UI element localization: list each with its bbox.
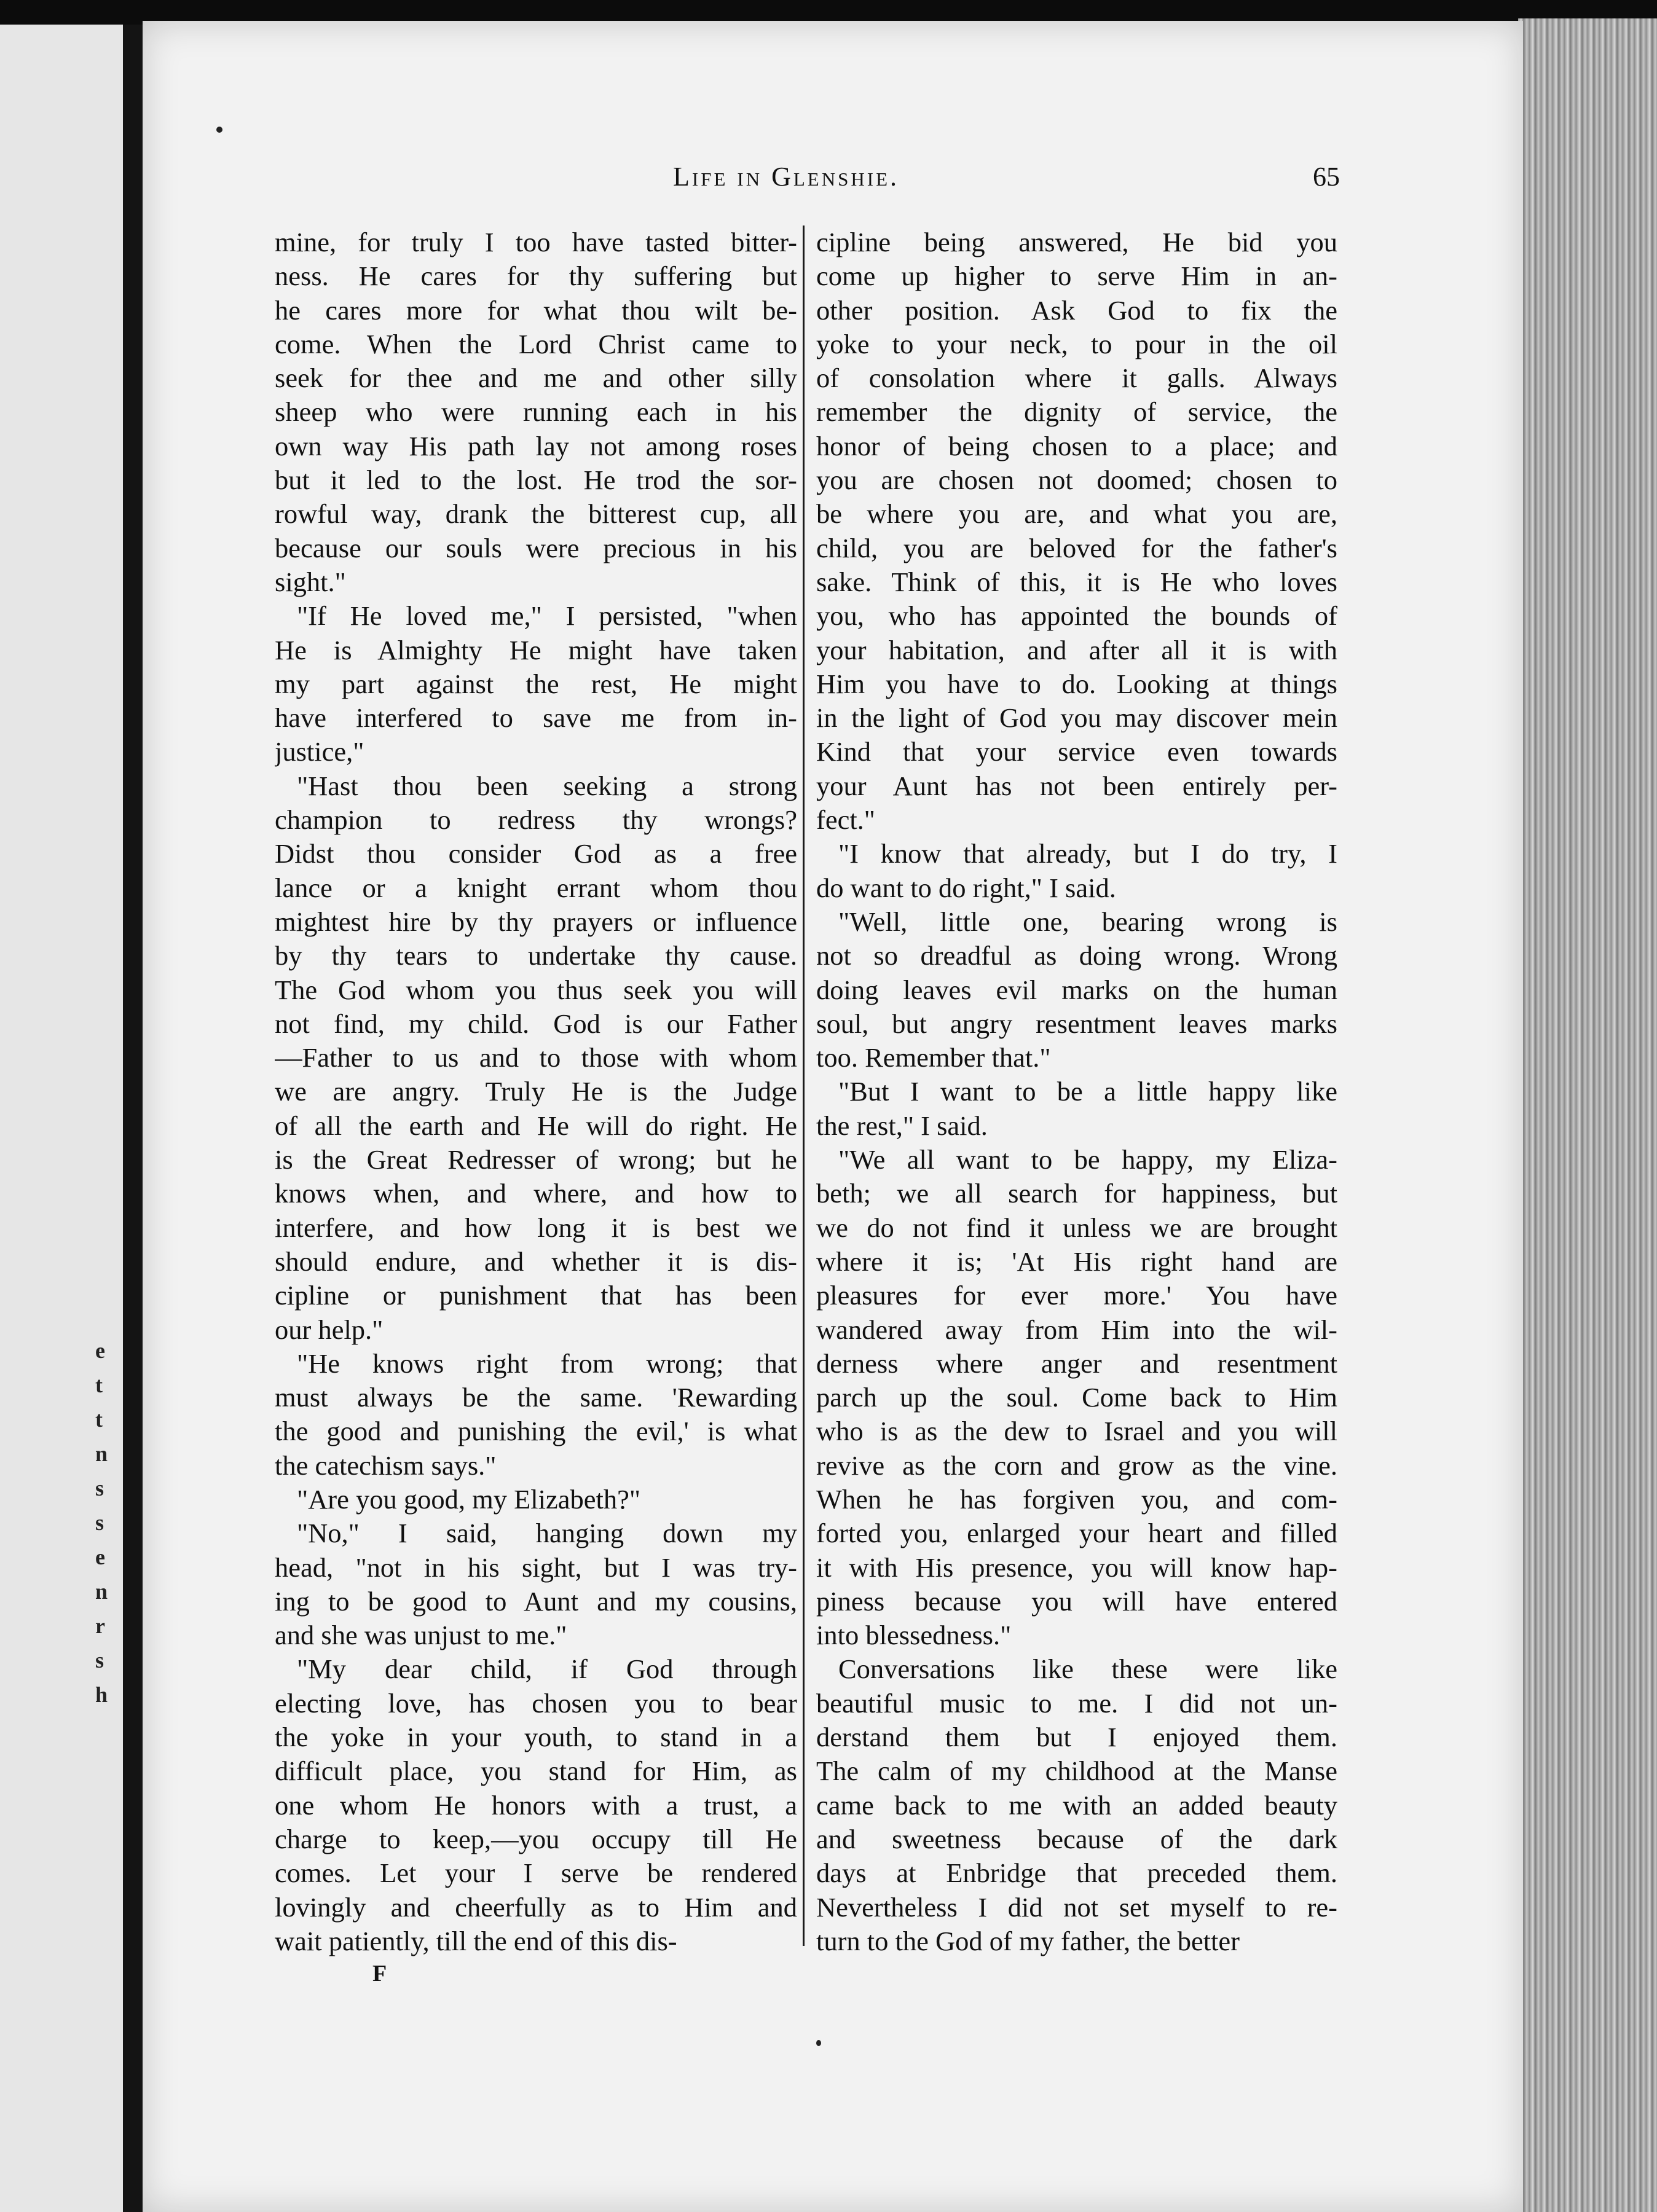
text-line: doing leaves evil marks on the human <box>816 974 1337 1005</box>
text-line: difficult place, you stand for Him, as <box>275 1755 797 1787</box>
fragment-letter: r <box>95 1614 105 1638</box>
fragment-letter: e <box>95 1338 105 1363</box>
text-line: head, "not in his sight, but I was try- <box>275 1551 797 1583</box>
text-line: because our souls were precious in his <box>275 532 797 563</box>
text-line: came back to me with an added beauty <box>816 1789 1337 1821</box>
text-line: —Father to us and to those with whom <box>275 1042 797 1073</box>
text-line: the rest," I said. <box>816 1110 988 1141</box>
text-line: soul, but angry resentment leaves marks <box>816 1008 1337 1039</box>
text-line: of consolation where it galls. Always <box>816 363 1337 394</box>
text-line: remember the dignity of service, the <box>816 396 1337 428</box>
text-line: "I know that already, but I do try, I <box>838 838 1337 869</box>
text-line: of all the earth and He will do right. He <box>275 1110 797 1141</box>
text-line: ing to be good to Aunt and my cousins, <box>275 1585 797 1617</box>
facing-page-edge <box>0 25 123 2212</box>
text-line: He is Almighty He might have taken <box>275 634 797 665</box>
text-line: When he has forgiven you, and com- <box>816 1483 1337 1515</box>
fragment-letter: e <box>95 1545 105 1569</box>
text-line: mine, for truly I too have tasted bitter- <box>275 227 797 257</box>
text-line: The God whom you thus seek you will <box>275 974 797 1005</box>
text-line: other position. Ask God to fix the <box>816 294 1337 326</box>
text-line: forted you, enlarged your heart and filled <box>816 1518 1337 1549</box>
text-line: The calm of my childhood at the Manse <box>816 1755 1337 1787</box>
text-line: own way His path lay not among roses <box>275 430 797 461</box>
page-number: 65 <box>1313 162 1340 192</box>
text-line: be where you are, and what you are, <box>816 498 1337 530</box>
text-line: he cares more for what thou wilt be- <box>275 294 797 326</box>
text-line: the catechism says." <box>275 1449 497 1481</box>
text-line: revive as the corn and grow as the vine. <box>816 1449 1337 1481</box>
text-line: "My dear child, if God through <box>297 1653 797 1685</box>
text-line: electing love, has chosen you to bear <box>275 1687 797 1719</box>
text-line: in the light of God you may discover mein <box>816 702 1337 734</box>
facing-page-fragments <box>95 1333 120 1712</box>
text-line: rowful way, drank the bitterest cup, all <box>275 498 797 530</box>
text-line: knows when, and where, and how to <box>275 1178 797 1209</box>
text-line: must always be the same. 'Rewarding <box>275 1382 797 1413</box>
text-line: you, who has appointed the bounds of <box>816 600 1337 632</box>
page-stack-edges <box>1518 18 1657 2212</box>
text-line: "Hast thou been seeking a strong <box>297 770 797 801</box>
text-line: seek for thee and me and other silly <box>275 363 797 394</box>
text-line: we do not find it unless we are brought <box>816 1212 1337 1243</box>
text-line: not find, my child. God is our Father <box>275 1008 797 1039</box>
text-line: your Aunt has not been entirely per- <box>816 770 1337 801</box>
text-line: interfere, and how long it is best we <box>275 1212 797 1243</box>
text-line: it with His presence, you will know hap- <box>816 1551 1337 1583</box>
text-line: mightest hire by thy prayers or influence <box>275 906 797 937</box>
text-line: is the Great Redresser of wrong; but he <box>275 1144 797 1175</box>
text-line: "Are you good, my Elizabeth?" <box>297 1483 641 1515</box>
text-line: your habitation, and after all it is with <box>816 634 1337 665</box>
text-column-right <box>816 226 1337 1958</box>
text-line: "He knows right from wrong; that <box>297 1347 797 1379</box>
column-rule <box>803 226 805 1946</box>
text-line: parch up the soul. Come back to Him <box>816 1382 1337 1413</box>
text-line: my part against the rest, He might <box>275 668 797 699</box>
text-line: beautiful music to me. I did not un- <box>816 1687 1337 1719</box>
text-line: not so dreadful as doing wrong. Wrong <box>816 940 1337 971</box>
text-line: Him you have to do. Looking at things <box>816 668 1337 699</box>
text-line: who is as the dew to Israel and you will <box>816 1416 1337 1447</box>
print-speck <box>816 2040 821 2046</box>
text-line: the good and punishing the evil,' is what <box>275 1416 797 1447</box>
text-line: sake. Think of this, it is He who loves <box>816 566 1337 597</box>
fragment-letter: s <box>95 1648 104 1673</box>
text-line: turn to the God of my father, the better <box>816 1925 1240 1956</box>
fragment-letter: n <box>95 1579 108 1604</box>
text-line: have interfered to save me from in- <box>275 702 797 734</box>
text-line: sight." <box>275 566 346 597</box>
text-line: Conversations like these were like <box>838 1653 1337 1685</box>
text-line: ness. He cares for thy suffering but <box>275 261 797 292</box>
text-line: Nevertheless I did not set myself to re- <box>816 1891 1337 1923</box>
text-line: but it led to the lost. He trod the sor- <box>275 465 797 496</box>
text-line: beth; we all search for happiness, but <box>816 1178 1337 1209</box>
text-line: "No," I said, hanging down my <box>297 1518 797 1549</box>
text-line: child, you are beloved for the father's <box>816 532 1337 563</box>
fragment-letter: h <box>95 1682 108 1707</box>
text-line: cipline being answered, He bid you <box>816 227 1337 257</box>
fragment-letter: s <box>95 1510 104 1535</box>
text-line: pleasures for ever more.' You have <box>816 1280 1337 1311</box>
running-head: Life in Glenshie. <box>673 162 900 192</box>
text-line: "Well, little one, bearing wrong is <box>838 906 1337 937</box>
text-line: yoke to your neck, to pour in the oil <box>816 328 1337 359</box>
text-line: come. When the Lord Christ came to <box>275 328 797 359</box>
fragment-letter: t <box>95 1373 103 1397</box>
text-line: lovingly and cheerfully as to Him and <box>275 1891 797 1923</box>
text-line: derstand them but I enjoyed them. <box>816 1722 1337 1753</box>
text-line: days at Enbridge that preceded them. <box>816 1857 1337 1889</box>
text-line: justice," <box>275 736 364 767</box>
text-line: cipline or punishment that has been <box>275 1280 797 1311</box>
text-line: should endure, and whether it is dis- <box>275 1245 797 1277</box>
text-line: fect." <box>816 804 875 836</box>
text-line: "But I want to be a little happy like <box>838 1076 1337 1107</box>
text-line: one whom He honors with a trust, a <box>275 1789 797 1821</box>
text-line: wait patiently, till the end of this dis- <box>275 1925 677 1956</box>
text-line: "We all want to be happy, my Eliza- <box>838 1144 1337 1175</box>
text-line: wandered away from Him into the wil- <box>816 1314 1337 1345</box>
text-line: our help." <box>275 1314 384 1345</box>
text-line: do want to do right," I said. <box>816 872 1116 903</box>
fragment-letter: t <box>95 1407 103 1432</box>
text-line: "If He loved me," I persisted, "when <box>297 600 797 632</box>
text-line: derness where anger and resentment <box>816 1347 1337 1379</box>
text-line: piness because you will have entered <box>816 1585 1337 1617</box>
text-line: sheep who were running each in his <box>275 396 797 428</box>
text-line: Kind that your service even towards <box>816 736 1337 767</box>
text-line: the yoke in your youth, to stand in a <box>275 1722 797 1753</box>
text-line: comes. Let your I serve be rendered <box>275 1857 797 1889</box>
text-line: champion to redress thy wrongs? <box>275 804 797 836</box>
text-line: you are chosen not doomed; chosen to <box>816 465 1337 496</box>
text-line: Didst thou consider God as a free <box>275 838 797 869</box>
text-line: where it is; 'At His right hand are <box>816 1245 1337 1277</box>
text-line: honor of being chosen to a place; and <box>816 430 1337 461</box>
signature-mark: F <box>372 1961 387 1986</box>
text-line: come up higher to serve Him in an- <box>816 261 1337 292</box>
text-line: we are angry. Truly He is the Judge <box>275 1076 797 1107</box>
text-line: into blessedness." <box>816 1620 1012 1651</box>
text-line: lance or a knight errant whom thou <box>275 872 797 903</box>
text-line: by thy tears to undertake thy cause. <box>275 940 797 971</box>
text-line: and she was unjust to me." <box>275 1620 567 1651</box>
print-speck <box>216 127 222 133</box>
text-line: charge to keep,—you occupy till He <box>275 1823 797 1854</box>
text-line: too. Remember that." <box>816 1042 1051 1073</box>
fragment-letter: s <box>95 1476 104 1500</box>
fragment-letter: n <box>95 1441 108 1466</box>
text-line: and sweetness because of the dark <box>816 1823 1337 1854</box>
book-gutter <box>123 25 143 2212</box>
text-column-left <box>275 226 797 1958</box>
